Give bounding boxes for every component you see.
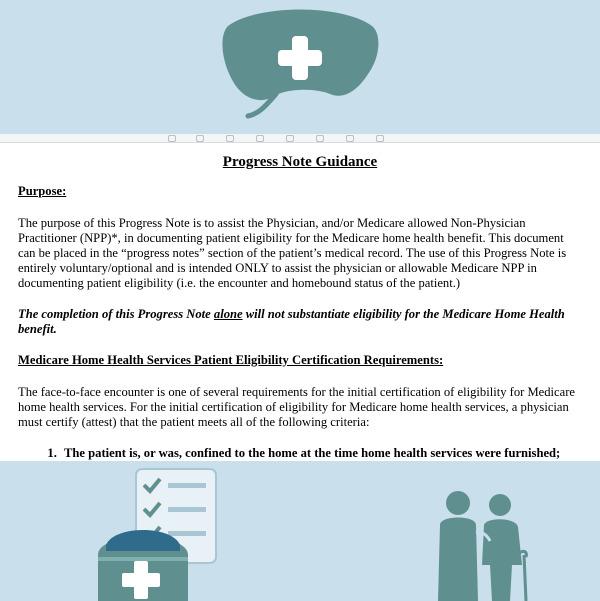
bottom-banner xyxy=(0,461,600,600)
nurse-cap-icon xyxy=(218,4,382,122)
emphasis-underlined-word: alone xyxy=(213,307,243,321)
medical-cap-icon xyxy=(84,525,202,601)
requirements-paragraph: The face-to-face encounter is one of several requirements for the initial certification of eligibility for Medicare home health services. For the initial certification of eligibility for Medicare home health services, a physician must certify (attest) that the patient meets all of the following criteria: xyxy=(18,385,576,429)
criteria-item: 1. The patient is, or was, confined to the home at the time home health services were furnished; xyxy=(60,446,582,461)
emphasis-text-after: will not substantiate eligibility for the Medicare Home Health benefit. xyxy=(18,307,565,336)
toolbar-icon xyxy=(346,135,354,142)
toolbar-icon xyxy=(196,135,204,142)
top-banner xyxy=(0,0,600,134)
document-page xyxy=(0,143,600,461)
toolbar-strip xyxy=(0,134,600,143)
purpose-heading: Purpose: xyxy=(18,184,67,198)
emphasis-statement xyxy=(18,307,582,337)
purpose-paragraph: The purpose of this Progress Note is to assist the Physician, and/or Medicare allowed Non-Physician Practitioner (NPP)*, in documenting patient eligibility for the Medicare home health benefit. This document can be placed in the “progress notes” section of the patient’s medical record. The use of this Progress Note is entirely voluntary/optional and is intended ONLY to assist the physician or allowable Medicare NPP in documenting patient eligibility (i.e. the encounter and homebound status of the patient.) xyxy=(18,216,567,290)
caregiver-elderly-icon xyxy=(426,485,536,601)
toolbar-icon xyxy=(376,135,384,142)
toolbar-icon xyxy=(286,135,294,142)
requirements-heading: Medicare Home Health Services Patient Eligibility Certification Requirements: xyxy=(18,353,444,367)
document-title: Progress Note Guidance xyxy=(222,154,378,170)
toolbar-icon xyxy=(316,135,324,142)
emphasis-text-before: The completion of this Progress Note xyxy=(18,307,214,321)
toolbar-icon xyxy=(256,135,264,142)
toolbar-icon xyxy=(168,135,176,142)
toolbar-icon xyxy=(226,135,234,142)
